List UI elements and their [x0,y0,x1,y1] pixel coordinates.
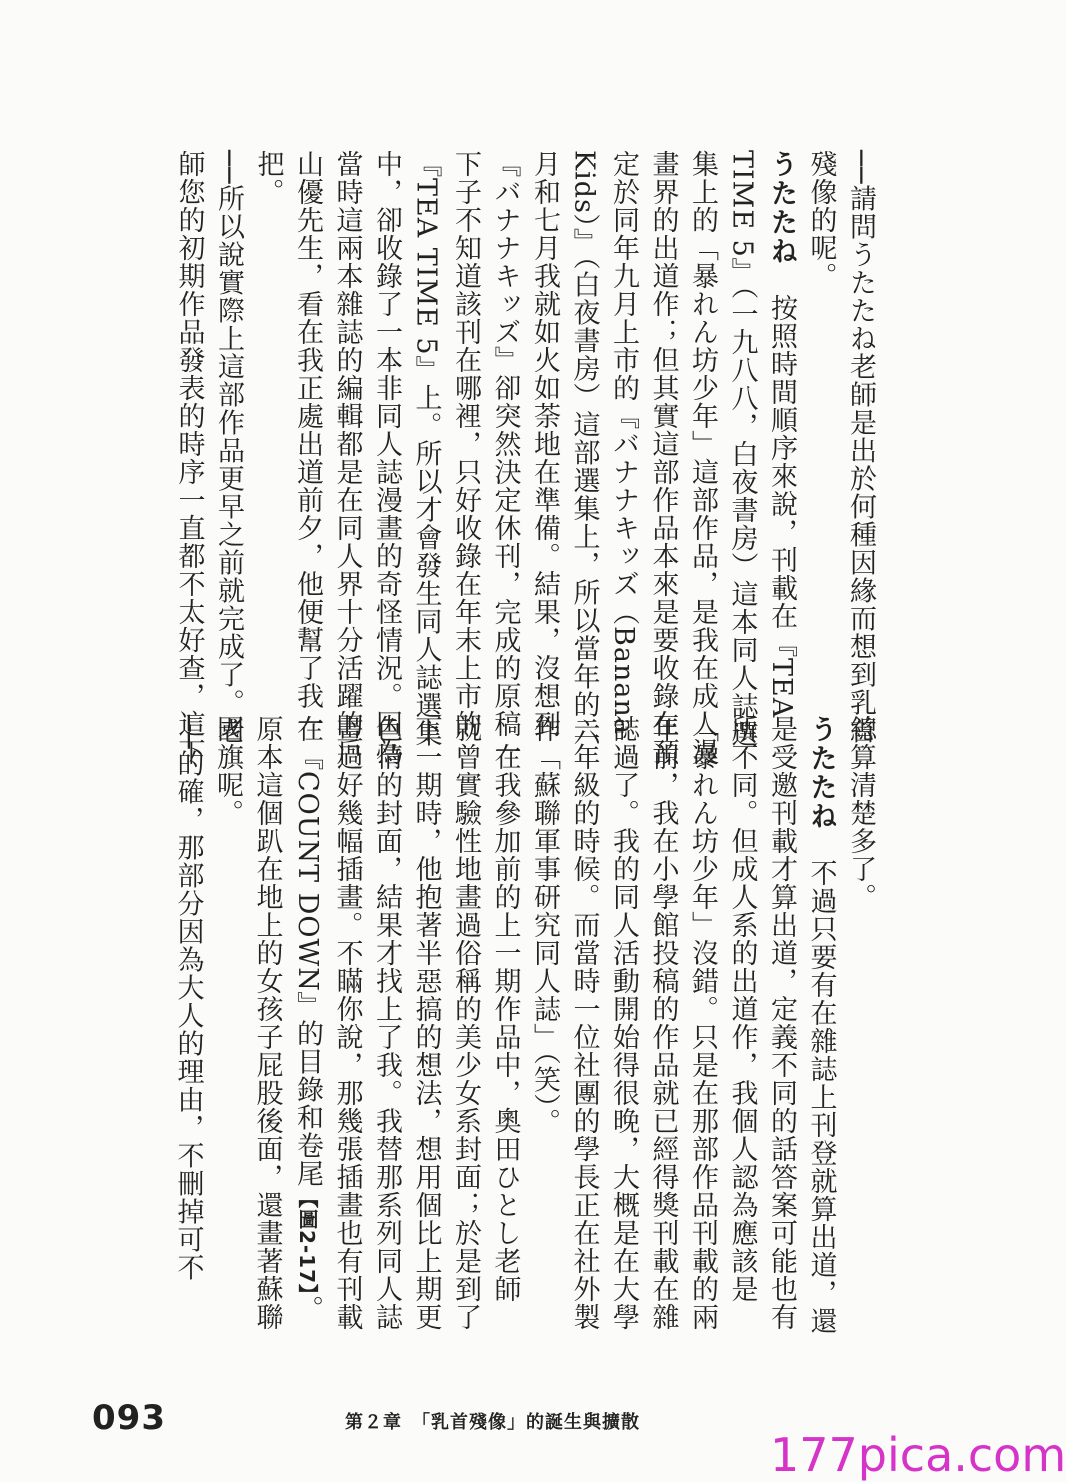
column-text: Kids）』（白夜書房）這部選集上，所以當年的六 [568,150,600,747]
column-text: 月和七月我就如火如荼地在準備。結果，沒想到 [529,150,560,738]
column-text: 二年級的時候。而當時一位社團的學長正在社外製 [568,715,600,1331]
column-text: 按照時間順序來說，刊載在『TEA [766,266,797,719]
text-column [367,150,407,766]
column-text-tail: 。 [292,1295,323,1323]
speaker-label: うたたね [766,150,797,266]
column-text: ──所以說實際上這部作品更早之前就完成了。老 [213,150,244,745]
text-column [841,150,881,745]
text-column [208,715,248,1295]
text-column [604,150,644,735]
column-text: 不過只要有在雜誌上刊登就算出道，還 [805,831,837,1335]
column-text: 就曾實驗性地畫過俗稱的美少女系封面；於是到了 [450,715,481,1331]
column-text: 山優先生，看在我正處出道前夕，他便幫了我一 [292,150,323,738]
text-column [247,715,287,1331]
column-text: 殘像的呢。 [805,150,837,290]
text-column [406,715,446,1331]
column-text: 集上的「暴れん坊少年」這部作品，是我在成人漫 [687,150,718,766]
column-text: 把。 [252,150,284,206]
column-text: 畫界的出道作；但其實這部作品本來是要收錄在預 [647,150,679,766]
text-column [525,715,565,1295]
text-column [604,715,644,1331]
watermark: 177pica.com [770,1428,1066,1482]
text-column [168,715,208,1295]
text-block-top [120,150,880,766]
text-column [209,150,249,745]
text-column [169,150,209,766]
text-block-bottom [120,715,880,1335]
text-column [762,150,802,719]
text-column [327,715,367,1331]
column-text: 總算清楚多了。 [845,715,876,911]
column-text: ──的確，那部分因為大人的理由，不刪掉可不 [172,715,204,1282]
column-text: 國旗呢。 [212,715,243,827]
column-text: 色情的封面，結果才找上了我。我替那系列同人誌 [371,715,402,1331]
text-column [564,150,604,747]
text-column [446,715,486,1331]
column-text: 「暴れん坊少年」沒錯。只是在那部作品刊載的兩 [687,715,718,1331]
column-text: 在『COUNT DOWN』的目錄和卷尾 [292,715,323,1188]
column-text: 定於同年九月上市的『バナナキッズ（Banana [608,150,639,735]
text-column [446,150,486,738]
column-text: 年前，我在小學館投稿的作品就已經得獎刊載在雜 [647,715,679,1331]
column-text: 當時這兩本雜誌的編輯都是在同人界十分活躍的戶 [331,150,363,766]
text-column [287,715,328,1323]
column-text: 『TEA TIME 5』上。所以才會發生同人誌選集 [410,150,442,748]
text-column [367,715,407,1331]
speaker-label: うたたね [805,715,837,831]
column-text: TIME 5』（一九八八，白夜書房）這本同人誌選 [726,150,758,749]
page-number: 093 [92,1398,166,1438]
text-column [525,150,565,738]
column-text: 畫過好幾幅插畫。不瞞你說，那幾張插畫也有刊載 [331,715,363,1331]
column-text: 中，卻收錄了一本非同人誌漫畫的奇怪情況。因為 [371,150,402,766]
column-text: 是受邀刊載才算出道，定義不同的話答案可能也有 [766,715,797,1331]
column-text: 誌過了。我的同人活動開始得很晚，大概是在大學 [608,715,639,1331]
column-text: 原本這個趴在地上的女孩子屁股後面，還畫著蘇聯 [251,715,283,1331]
chapter-heading: 第２章 「乳首殘像」的誕生與擴散 [345,1412,640,1433]
text-column [683,150,723,766]
text-column [643,150,683,766]
text-column [841,715,881,1295]
column-text: 『バナナキッズ』卻突然決定休刊，完成的原稿一 [489,150,521,766]
text-column [248,150,288,690]
column-text: 所不同。但成人系的出道作，我個人認為應該是 [726,715,758,1303]
text-column [288,150,328,738]
text-column [406,150,446,748]
text-column [801,715,841,1335]
text-column [762,715,802,1331]
text-column [327,150,367,766]
column-text: ──請問うたたね老師是出於何種因緣而想到乳首 [845,150,876,745]
text-column [485,715,525,1303]
column-text: 下子不知道該刊在哪裡，只好收錄在年末上市的 [450,150,481,738]
text-column [643,715,683,1331]
figure-reference: 【圖2-17】 [295,1187,319,1295]
text-column [564,715,604,1331]
column-text: 在我參加前的上一期作品中，奧田ひとし老師 [489,715,521,1303]
text-column [722,150,762,749]
column-text: 師您的初期作品發表的時序一直都不太好查，這下 [173,150,205,766]
text-column [722,715,762,1303]
text-column [485,150,525,766]
column-text: 下一期時，他抱著半惡搞的想法，想用個比上期更 [410,715,442,1331]
text-column [683,715,723,1331]
text-column [801,150,841,690]
column-text: 作「蘇聯軍事研究同人誌」（笑）。 [529,715,560,1136]
